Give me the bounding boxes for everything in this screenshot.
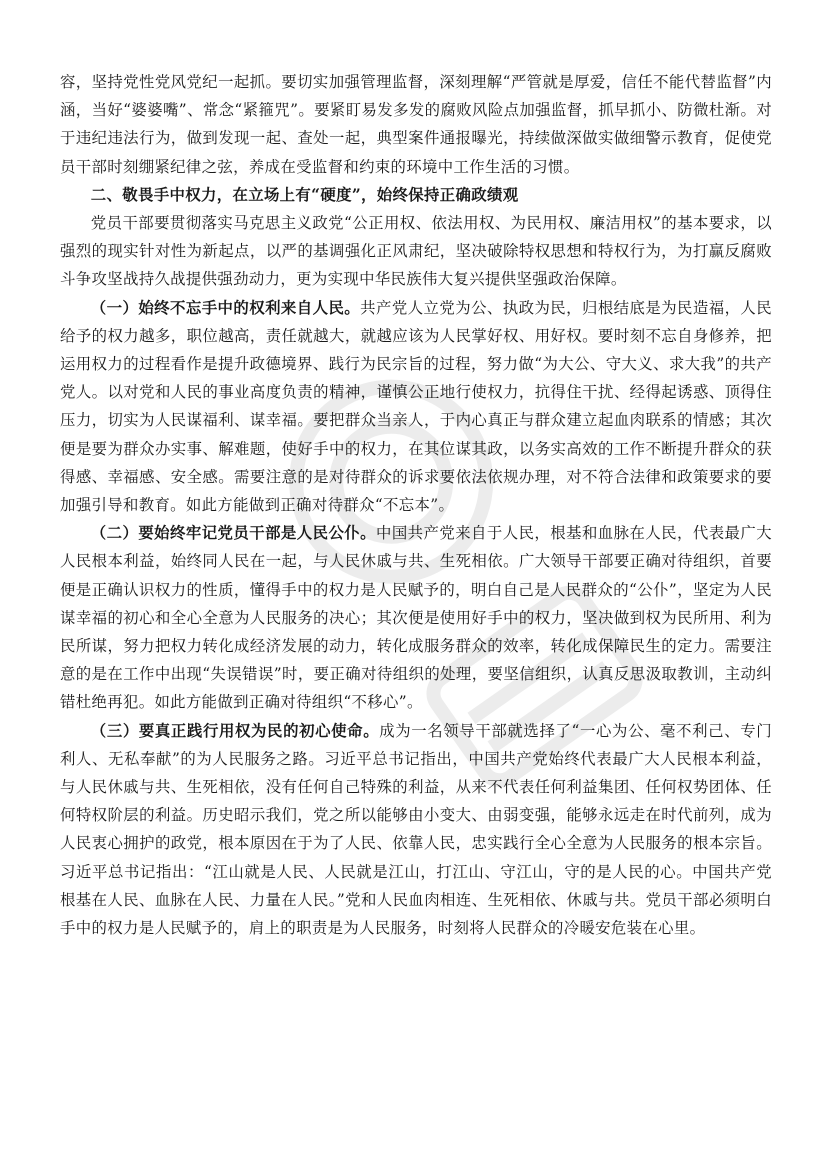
article-body [60,68,772,942]
subsection-one-body: 共产党人立党为公、执政为民，归根结底是为民造福，人民给予的权力越多，职位越高，责任就越大，就越应该为人民掌好权、用好权。要时刻不忘自身修养，把运用权力的过程看作是提升政德境界、践行为民宗旨的过程，努力做“为大公、守大义、求大我”的共产党人。以对党和人民的事业高度负责的精神，谨慎公正地行使权力，抗得住干扰、经得起诱惑、顶得住压力，切实为人民谋福利、谋幸福。要把群众当亲人，于内心真正与群众建立起血肉联系的情感；其次便是要为群众办实事、解难题，使好手中的权力，在其位谋其政，以务实高效的工作不断提升群众的获得感、幸福感、安全感。需要注意的是对待群众的诉求要依法依规办理，对不符合法律和政策要求的要加强引导和教育。如此方能做到正确对待群众“不忘本”。 [60,298,772,515]
subsection-one-title: （一）始终不忘手中的权利来自人民。 [90,298,361,317]
subsection-three-body: 成为一名领导干部就选择了“一心为公、毫不利己、专门利人、无私奉献”的为人民服务之路。习近平总书记指出，中国共产党始终代表最广大人民根本利益，与人民休戚与共、生死相依，没有任何自己特殊的利益，从来不代表任何利益集团、任何权势团体、任何特权阶层的利益。历史昭示我们，党之所以能够由小变大、由弱变强，能够永远走在时代前列，成为人民衷心拥护的政党，根本原因在于为了人民、依靠人民，忠实践行全心全意为人民服务的根本宗旨。习近平总书记指出：“江山就是人民、人民就是江山，打江山、守江山，守的是人民的心。中国共产党根基在人民、血脉在人民、力量在人民。”党和人民血肉相连、生死相依、休戚与共。党员干部必须明白手中的权力是人民赋予的，肩上的职责是为人民服务，时刻将人民群众的冷暖安危装在心里。 [60,721,772,938]
paragraph-subsection-two [60,519,772,716]
section-heading-two: 二、敬畏手中权力，在立场上有“硬度”，始终保持正确政绩观 [90,185,519,204]
subsection-three-title: （三）要真正践行用权为民的初心使命。 [90,721,380,740]
paragraph-intro-continuation: 容，坚持党性党风党纪一起抓。要切实加强管理监督，深刻理解“严管就是厚爱，信任不能代替监督”内涵，当好“婆婆嘴”、常念“紧箍咒”。要紧盯易发多发的腐败风险点加强监督，抓早抓小、防微杜渐。对于违纪违法行为，做到发现一起、查处一起，典型案件通报曝光，持续做深做实做细警示教育，促使党员干部时刻绷紧纪律之弦，养成在受监督和约束的环境中工作生活的习惯。 [60,73,772,176]
paragraph-section-two-intro: 党员干部要贯彻落实马克思主义政党“公正用权、依法用权、为民用权、廉洁用权”的基本要求，以强烈的现实针对性为新起点，以严的基调强化正风肃纪，坚决破除特权思想和特权行为，为打赢反腐败斗争攻坚战持久战提供强劲动力，更为实现中华民族伟大复兴提供坚强政治保障。 [60,214,772,289]
subsection-two-body: 中国共产党来自于人民，根基和血脉在人民，代表最广大人民根本利益，始终同人民在一起，与人民休戚与共、生死相依。广大领导干部要正确对待组织，首要便是正确认识权力的性质，懂得手中的权力是人民赋予的，明白自己是人民群众的“公仆”，坚定为人民谋幸福的初心和全心全意为人民服务的决心；其次便是使用好手中的权力，坚决做到权为民所用、利为民所谋，努力把权力转化成经济发展的动力，转化成服务群众的效率，转化成保障民生的定力。需要注意的是在工作中出现“失误错误”时，要正确对待组织的处理，要坚信组织，认真反思汲取教训，主动纠错杜绝再犯。如此方能做到正确对待组织“不移心”。 [60,524,772,712]
paragraph-subsection-one [60,294,772,520]
subsection-two-title: （二）要始终牢记党员干部是人民公仆。 [90,524,376,543]
paragraph-subsection-three [60,717,772,943]
